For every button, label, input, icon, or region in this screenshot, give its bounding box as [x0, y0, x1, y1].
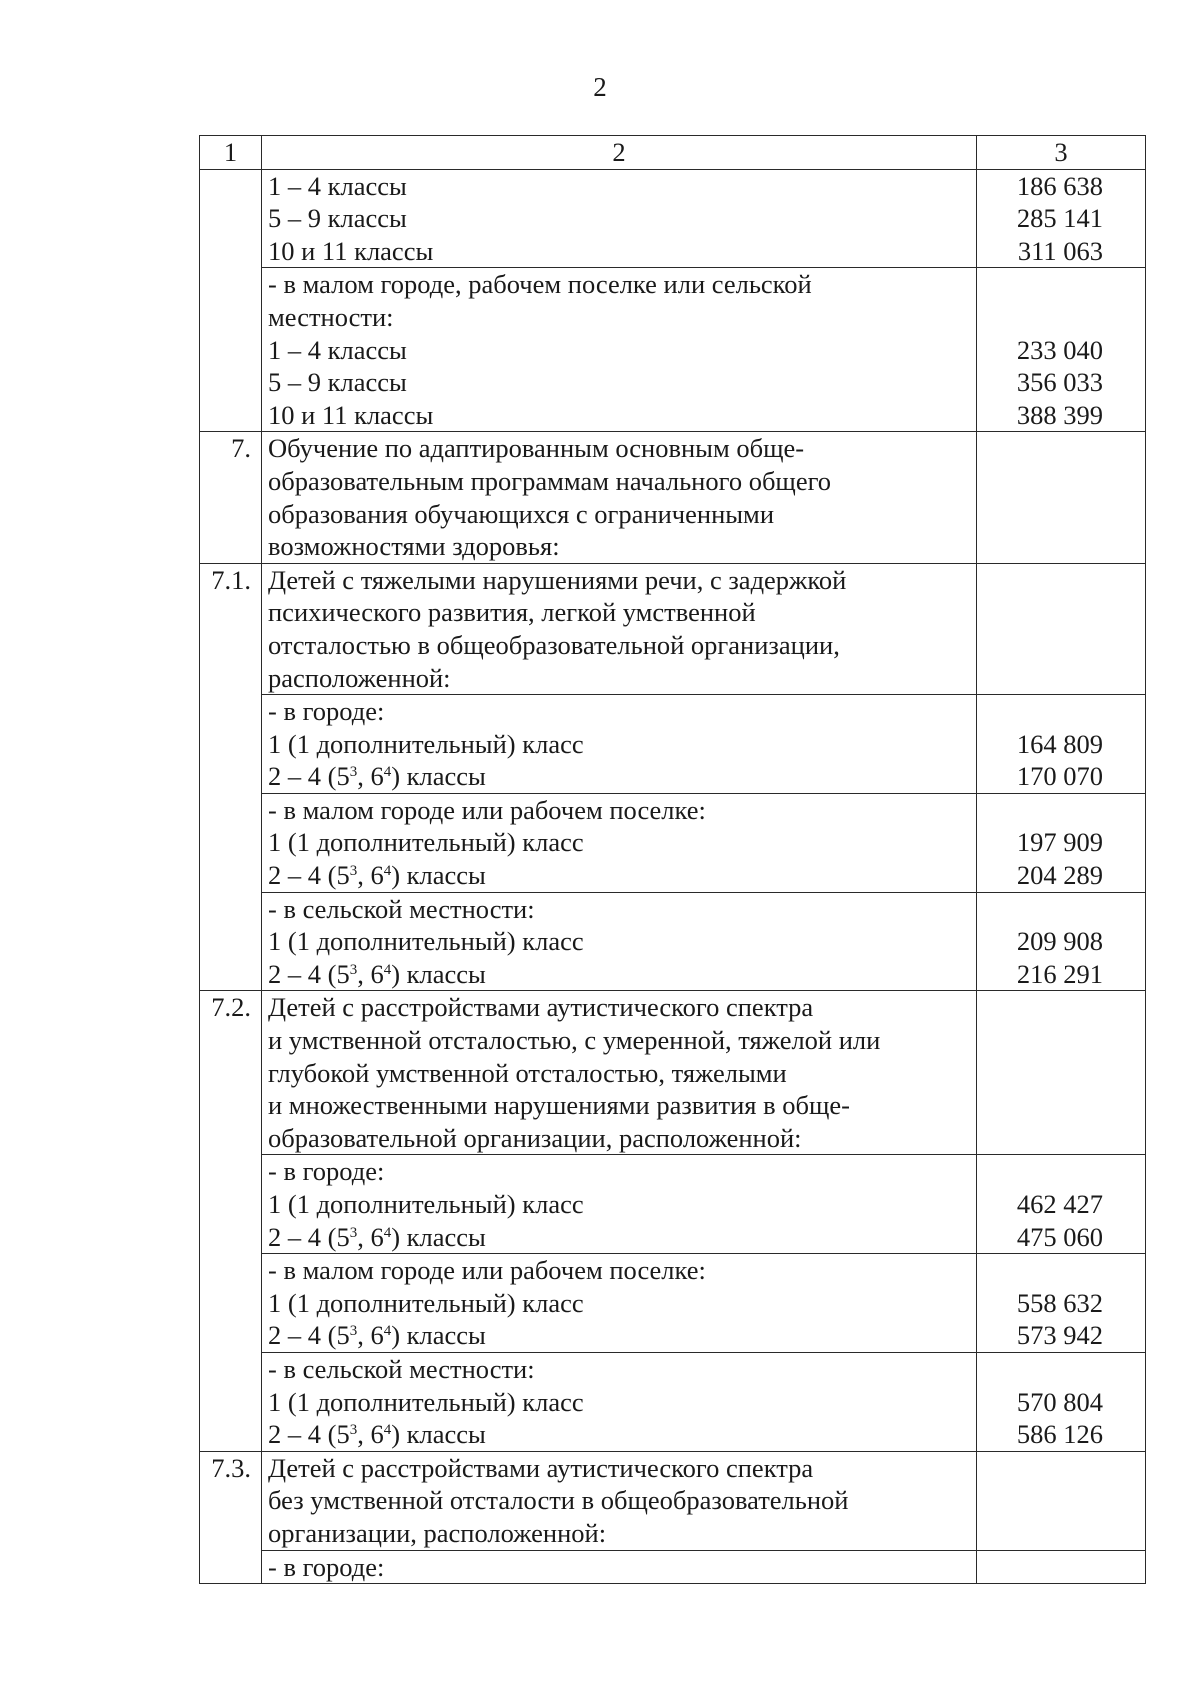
table-body	[200, 136, 1146, 1584]
amount-value: 388 399	[1016, 399, 1103, 430]
row-description-cell	[262, 793, 977, 892]
row-description-cell	[262, 563, 977, 694]
row-number-cell: 7.1.	[200, 563, 262, 991]
description-line: - в малом городе или рабочем поселке:	[268, 1255, 706, 1286]
table-row	[200, 169, 1146, 268]
description-line: 2 – 4 ($5^3$, $6^4$) классы	[268, 1419, 486, 1450]
amount-value: 233 040	[1016, 334, 1103, 365]
table-row	[200, 268, 1146, 432]
amount-value: 573 942	[1016, 1320, 1103, 1351]
description-line: 2 – 4 ($5^3$, $6^4$) классы	[268, 761, 486, 792]
amount-value: 170 070	[1016, 761, 1103, 792]
description-line: и множественными нарушениями развития в обще-	[268, 1090, 850, 1121]
row-description-cell	[262, 1155, 977, 1254]
description-line: 1 (1 дополнительный) класс	[268, 1287, 584, 1318]
row-amount-cell	[977, 1451, 1146, 1550]
description-line: Детей с расстройствами аутистического спектра	[268, 992, 814, 1023]
description-line: - в городе:	[268, 1156, 385, 1187]
description-line: - в сельской местности:	[268, 1353, 535, 1384]
amount-value: 204 289	[1016, 860, 1103, 891]
row-amount-cell	[977, 892, 1146, 991]
amount-value: 164 809	[1016, 728, 1103, 759]
description-line: 10 и 11 классы	[268, 399, 434, 430]
description-line: 2 – 4 ($5^3$, $6^4$) классы	[268, 1221, 486, 1252]
amount-value: 570 804	[1016, 1386, 1103, 1417]
description-line: отсталостью в общеобразовательной организации,	[268, 629, 840, 660]
amount-value: 475 060	[1016, 1221, 1103, 1252]
amount-value	[977, 893, 1103, 926]
row-number-cell	[200, 169, 262, 432]
description-line: 1 – 4 классы	[268, 334, 407, 365]
amount-value: 558 632	[1016, 1287, 1103, 1318]
amount-value: 462 427	[1016, 1189, 1103, 1219]
row-amount-cell	[977, 268, 1146, 432]
row-description-cell	[262, 1550, 977, 1584]
amount-value	[977, 268, 1103, 301]
table-row	[200, 1550, 1146, 1584]
amount-value	[977, 1254, 1103, 1287]
row-description-cell	[262, 268, 977, 432]
amount-value: 311 063	[1017, 235, 1103, 266]
description-line: 1 (1 дополнительный) класс	[268, 728, 584, 759]
amount-value	[977, 301, 1103, 334]
description-line: образовательной организации, расположенной:	[268, 1122, 802, 1153]
row-description-cell	[262, 695, 977, 794]
page-number: 2	[593, 72, 607, 102]
description-line: Детей с расстройствами аутистического спектра	[268, 1452, 814, 1483]
description-line: 2 – 4 ($5^3$, $6^4$) классы	[268, 1320, 486, 1351]
row-description-cell	[262, 1451, 977, 1550]
description-line: - в городе:	[268, 696, 385, 727]
description-line: 1 (1 дополнительный) класс	[268, 926, 584, 957]
table-row	[200, 793, 1146, 892]
row-number-cell: 7.	[200, 432, 262, 563]
description-line: образования обучающихся с ограниченными	[268, 498, 775, 529]
row-description-cell	[262, 169, 977, 268]
row-description-cell	[262, 1254, 977, 1353]
amount-value: 209 908	[1016, 926, 1103, 957]
description-line: - в малом городе или рабочем поселке:	[268, 794, 706, 825]
description-line: - в городе:	[268, 1551, 385, 1582]
row-description-cell	[262, 432, 977, 563]
row-amount-cell	[977, 1155, 1146, 1254]
description-line: местности:	[268, 301, 394, 332]
header-col-1: 1	[200, 136, 262, 170]
row-number-cell: 7.3.	[200, 1451, 262, 1583]
row-amount-cell	[977, 1254, 1146, 1353]
row-amount-cell	[977, 793, 1146, 892]
row-amount-cell	[977, 1550, 1146, 1584]
description-line: без умственной отсталости в общеобразовательной	[268, 1485, 849, 1516]
row-amount-cell	[977, 991, 1146, 1155]
amount-value	[977, 695, 1103, 728]
table-row	[200, 1352, 1146, 1451]
table-header-row	[200, 136, 1146, 170]
amount-value	[977, 1155, 1103, 1188]
row-description-cell	[262, 991, 977, 1155]
table-row	[200, 892, 1146, 991]
amount-value: 216 291	[1016, 958, 1103, 989]
description-line: - в сельской местности:	[268, 893, 535, 924]
row-amount-cell	[977, 695, 1146, 794]
description-line: 1 (1 дополнительный) класс	[268, 1386, 584, 1417]
row-amount-cell	[977, 1352, 1146, 1451]
description-line: глубокой умственной отсталостью, тяжелыми	[268, 1057, 787, 1088]
description-line: 2 – 4 ($5^3$, $6^4$) классы	[268, 958, 486, 989]
description-line: 5 – 9 классы	[268, 203, 407, 234]
description-line: возможностями здоровья:	[268, 531, 560, 562]
row-amount-cell	[977, 169, 1146, 268]
description-line: - в малом городе, рабочем поселке или сельской	[268, 269, 812, 300]
description-line: 2 – 4 ($5^3$, $6^4$) классы	[268, 860, 486, 891]
description-line: 5 – 9 классы	[268, 367, 407, 398]
table-row	[200, 991, 1146, 1155]
description-line: организации, расположенной:	[268, 1517, 607, 1548]
row-description-cell	[262, 1352, 977, 1451]
table-row	[200, 1254, 1146, 1353]
description-line: 1 (1 дополнительный) класс	[268, 1189, 584, 1219]
tariff-table	[199, 135, 1146, 1584]
description-line: и умственной отсталостью, с умеренной, тяжелой или	[268, 1025, 881, 1056]
description-line: психического развития, легкой умственной	[268, 597, 756, 628]
description-line: 1 (1 дополнительный) класс	[268, 827, 584, 858]
header-col-3: 3	[977, 136, 1146, 170]
row-number-cell: 7.2.	[200, 991, 262, 1451]
amount-value: 285 141	[1016, 203, 1103, 234]
amount-value: 586 126	[1016, 1419, 1103, 1450]
description-line: Детей с тяжелыми нарушениями речи, с задержкой	[268, 564, 847, 595]
amount-value: 186 638	[1016, 170, 1103, 201]
description-line: 1 – 4 классы	[268, 170, 407, 201]
table-row	[200, 1155, 1146, 1254]
table-row	[200, 695, 1146, 794]
description-line: Обучение по адаптированным основным обще-	[268, 433, 805, 464]
description-line: 10 и 11 классы	[268, 235, 434, 266]
amount-value	[977, 1353, 1103, 1386]
row-amount-cell	[977, 563, 1146, 694]
amount-value: 197 909	[1016, 827, 1103, 858]
table-row	[200, 432, 1146, 563]
description-line: образовательным программам начального общего	[268, 465, 832, 496]
row-description-cell	[262, 892, 977, 991]
amount-value	[977, 794, 1103, 827]
header-col-2: 2	[262, 136, 977, 170]
row-amount-cell	[977, 432, 1146, 563]
table-row	[200, 563, 1146, 694]
table-row	[200, 1451, 1146, 1550]
description-line: расположенной:	[268, 662, 451, 693]
amount-value: 356 033	[1016, 367, 1103, 398]
